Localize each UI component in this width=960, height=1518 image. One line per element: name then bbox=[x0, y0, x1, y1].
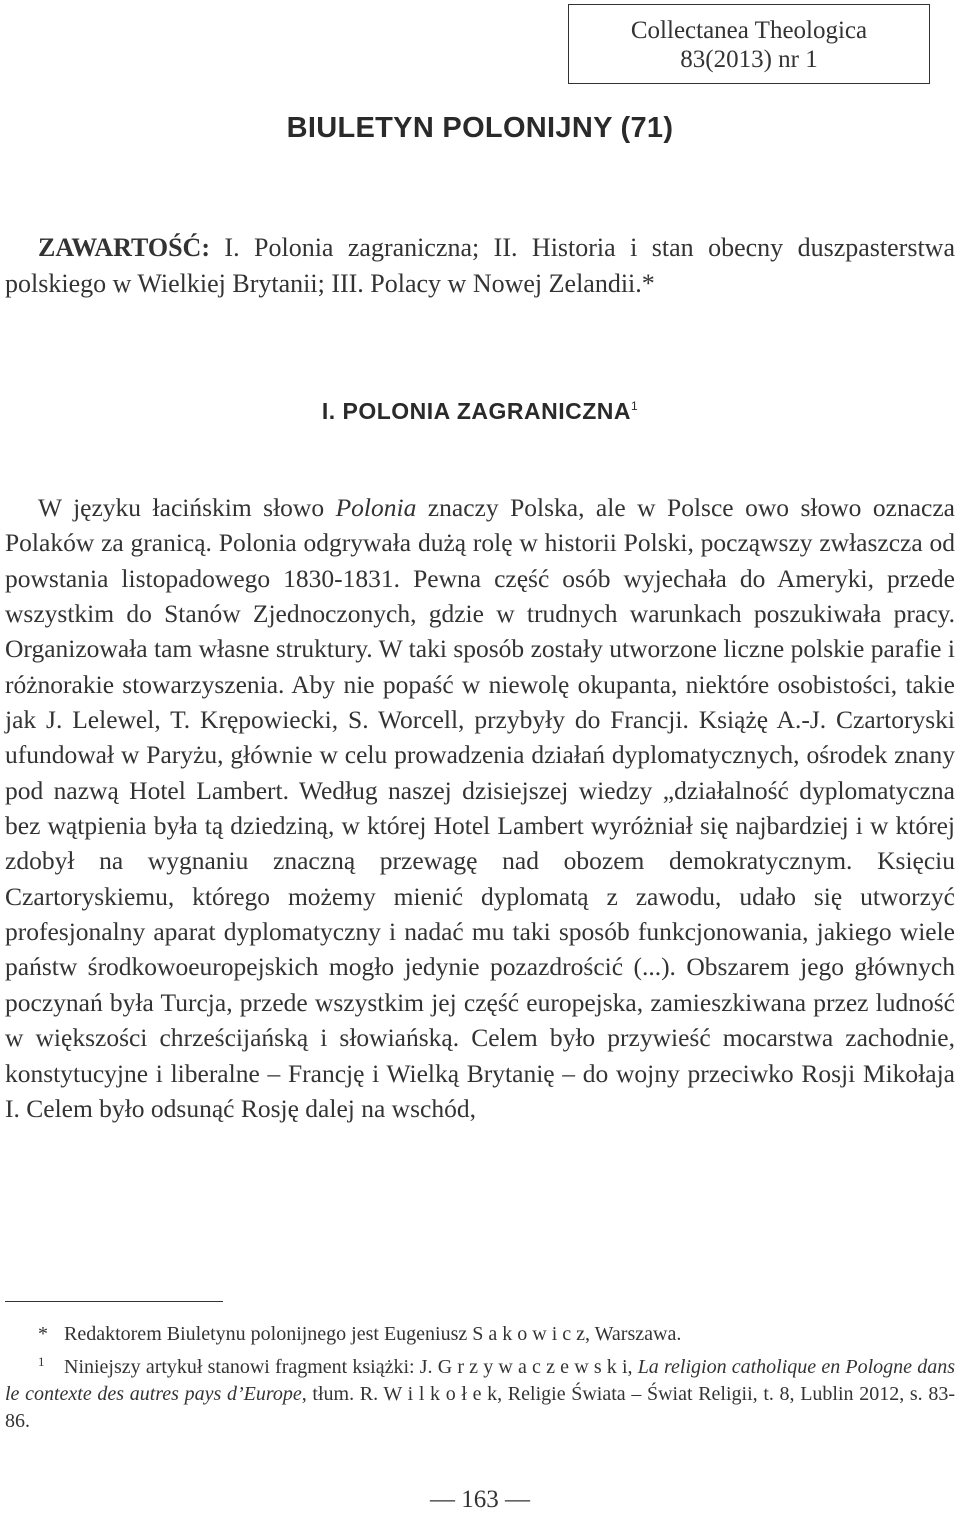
footnote-divider bbox=[5, 1301, 223, 1302]
journal-name: Collectanea Theologica bbox=[630, 17, 868, 44]
journal-header-box bbox=[568, 4, 930, 84]
contents-lead: ZAWARTOŚĆ: bbox=[38, 233, 210, 262]
footnote-text-end: , tłum. R. W i l k o ł e k, Religie Świata – Świat Religii, t. 8, Lublin 2012, s. 83-86. bbox=[5, 1383, 955, 1432]
footnote-editor bbox=[5, 1321, 955, 1348]
footnote-mark: 1 bbox=[38, 1354, 45, 1369]
footnote-source bbox=[5, 1348, 955, 1435]
footnote-text: Redaktorem Biuletynu polonijnego jest Eugeniusz S a k o w i c z, Warszawa. bbox=[64, 1323, 682, 1345]
footnote-reference[interactable]: 1 bbox=[630, 399, 639, 413]
body-text-start: W języku łacińskim słowo bbox=[38, 493, 336, 522]
journal-issue: 83(2013) nr 1 bbox=[680, 46, 818, 73]
page-number: — 163 — bbox=[430, 1486, 530, 1513]
contents-text: I. Polonia zagraniczna; II. Historia i stan obecny duszpasterstwa polskiego w Wielkiej Brytanii; III. Polacy w Nowej Zelandii.* bbox=[5, 233, 955, 298]
section-heading bbox=[0, 398, 960, 425]
section-heading-text: I. POLONIA ZAGRANICZNA bbox=[321, 398, 631, 424]
bulletin-title: BIULETYN POLONIJNY (71) bbox=[286, 112, 674, 144]
footnote-mark: * bbox=[38, 1323, 48, 1345]
footnote-book-title: La religion catholique en Pologne dans le contexte des autres pays d’Europe bbox=[5, 1356, 955, 1405]
body-text-rest: znaczy Polska, ale w Polsce owo słowo oznacza Polaków za granicą. Polonia odgrywała dużą rolę w historii Polski, począwszy zwłaszcza od powstania listopadowego 1830-1831. Pewna część osób wyjechała do Ameryki, przede wszystkim do Stanów Zjednoczonych, gdzie w trudnych warunkach poszukiwała pracy. Organizowała tam własne struktury. W taki sposób zostały utworzone liczne polskie parafie i różnorakie stowarzyszenia. Aby nie popaść w niewolę okupanta, niektóre osobistości, takie jak J. Lelewel, T. Krępowiecki, S. Worcell, przybyły do Francji. Książę A.-J. Czartoryski ufundował w Paryżu, głównie w celu prowadzenia działań dyplomatycznych, ośrodek znany pod nazwą Hotel Lambert. Według naszej dzisiejszej wiedzy „działalność dyplomatyczna bez wątpienia była tą dziedziną, w której Hotel Lambert wyróżniał się najbardziej i w której zdobył na wygnaniu znaczną przewagę nad obozem demokratycznym. Księciu Czartoryskiemu, którego możemy mienić dyplomatą z zawodu, udało się utworzyć profesjonalny aparat dyplomatyczny i nadać mu taki sposób funkcjonowania, jakiego wiele państw środkowoeuropejskich mogło jedynie pozazdrościć (...). Obszarem jego głównych poczynań była Turcja, przede wszystkim jej część europejska, zamieszkiwana przez ludność w większości chrześcijańską i słowiańską. Celem było przywieść mocarstwa zachodnie, konstytucyjne i liberalne – Francję i Wielką Brytanię – do wojny przeciwko Rosji Mikołaja I. Celem było odsunąć Rosję dalej na wschód, bbox=[5, 493, 955, 1123]
body-paragraph bbox=[5, 490, 955, 1126]
contents-paragraph bbox=[5, 230, 955, 302]
footnote-text: Niniejszy artykuł stanowi fragment książki: J. G r z y w a c z e w s k i, bbox=[64, 1356, 638, 1378]
footnotes-section bbox=[5, 1321, 955, 1435]
body-italic-word: Polonia bbox=[335, 493, 417, 522]
